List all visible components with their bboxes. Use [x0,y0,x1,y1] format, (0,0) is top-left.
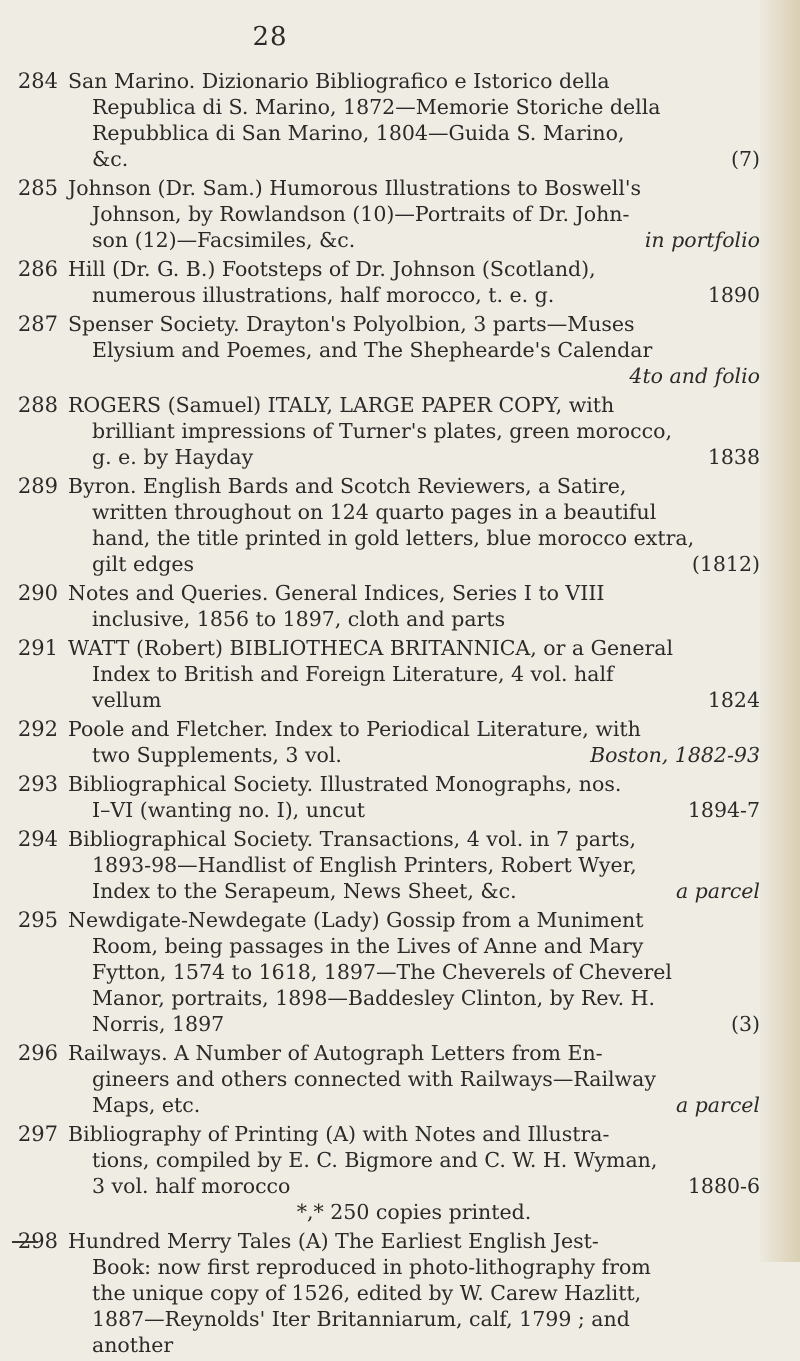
description-line [68,635,760,661]
description-line [68,201,760,227]
catalogue-entry [10,771,760,823]
line-right-text: (7) [730,147,760,171]
description-line [68,392,760,418]
lot-description [68,907,760,1037]
line-text: Bibliographical Society. Illustrated Monographs, nos. [68,772,622,796]
lot-description [68,1121,760,1225]
line-text: vellum [92,688,162,712]
line-text: Elysium and Poemes, and The Shephearde's Calendar [92,338,653,362]
description-line [68,120,760,146]
line-text: I–VI (wanting no. I), uncut [92,798,366,822]
line-right-text: 1838 [707,445,760,469]
line-text: Index to the Serapeum, News Sheet, &c. [92,879,517,903]
lot-number: 286 [17,257,58,281]
line-right-text: a parcel [675,1093,760,1117]
description-line [68,1254,760,1280]
description-line [68,907,760,933]
catalogue-entry [10,1040,760,1118]
description-line [68,1121,760,1147]
line-right-text: 1824 [707,688,760,712]
description-line [68,311,760,337]
lot-number: 295 [17,908,58,932]
line-right-text: 4to and folio [629,364,760,388]
catalogue-entry [10,311,760,389]
description-line [68,959,760,985]
lot-description [68,256,760,308]
line-text: Book: now first reproduced in photo-lithography from [92,1255,651,1279]
description-line [68,363,760,389]
description-line [68,852,760,878]
line-right-text: (1812) [691,552,760,576]
line-text: Manor, portraits, 1898—Baddesley Clinton, by Rev. H. [92,986,656,1010]
description-line [68,1173,760,1199]
description-line [68,1280,760,1306]
line-right-text: a parcel [675,879,760,903]
catalogue-entries [10,68,760,1361]
line-text: *,* 250 copies printed. [296,1200,532,1224]
line-text: Hill (Dr. G. B.) Footsteps of Dr. Johnson (Scotland), [68,257,596,281]
description-line [68,826,760,852]
lot-description [68,826,760,904]
catalogue-entry [10,256,760,308]
line-text: two Supplements, 3 vol. [92,743,342,767]
description-line [68,337,760,363]
line-text: &c. [92,147,129,171]
line-text: Spenser Society. Drayton's Polyolbion, 3 parts—Muses [68,312,635,336]
description-line [68,661,760,687]
catalogue-entry [10,1121,760,1225]
description-line [68,1011,760,1037]
lot-description [68,635,760,713]
lot-number: 284 [17,69,58,93]
lot-description [68,716,760,768]
lot-description [68,473,760,577]
lot-number: 294 [17,827,58,851]
catalogue-entry [10,716,760,768]
line-text: Hundred Merry Tales (A) The Earliest English Jest- [68,1229,599,1253]
description-line [68,771,760,797]
line-text: brilliant impressions of Turner's plates, green morocco, [92,419,672,443]
page-number: 28 [252,22,288,52]
line-text: son (12)—Facsimiles, &c. [92,228,356,252]
line-right-text: in portfolio [644,228,760,252]
line-text: Johnson (Dr. Sam.) Humorous Illustrations to Boswell's [68,176,642,200]
line-text: Repubblica di San Marino, 1804—Guida S. Marino, [92,121,625,145]
description-line [68,146,760,172]
lot-number: 297 [17,1122,58,1146]
line-text: 1893-98—Handlist of English Printers, Robert Wyer, [92,853,637,877]
line-text: tions, compiled by E. C. Bigmore and C. W. H. Wyman, [92,1148,658,1172]
description-line [68,580,760,606]
line-text: Notes and Queries. General Indices, Series I to VIII [68,581,605,605]
description-line [68,1332,760,1358]
description-line [68,256,760,282]
description-line [68,473,760,499]
line-text: inclusive, 1856 to 1897, cloth and parts [92,607,506,631]
lot-description [68,580,760,632]
page-edge-shadow [760,0,800,1262]
lot-number: 293 [17,772,58,796]
catalogue-entry [10,473,760,577]
description-line [68,227,760,253]
lot-description [68,311,760,389]
line-text: Newdigate-Newdegate (Lady) Gossip from a Muniment [68,908,644,932]
line-text: written throughout on 124 quarto pages in a beautiful [92,500,657,524]
lot-number: 296 [17,1041,58,1065]
lot-description [68,392,760,470]
line-text: Bibliographical Society. Transactions, 4 vol. in 7 parts, [68,827,637,851]
line-text: Poole and Fletcher. Index to Periodical Literature, with [68,717,641,741]
lot-description [68,1040,760,1118]
catalogue-entry [10,826,760,904]
description-line [68,606,760,632]
description-line [68,1147,760,1173]
line-text: numerous illustrations, half morocco, t. e. g. [92,283,555,307]
line-text: another [92,1333,174,1357]
line-text: Johnson, by Rowlandson (10)—Portraits of Dr. John- [92,202,630,226]
catalogue-entry [10,580,760,632]
catalogue-entry [10,635,760,713]
lot-number: 285 [17,176,58,200]
line-right-text: 1894-7 [687,798,760,822]
line-text: Index to British and Foreign Literature, 4 vol. half [92,662,614,686]
line-text: gineers and others connected with Railways—Railway [92,1067,656,1091]
description-line [68,716,760,742]
lot-description [68,771,760,823]
description-line [68,418,760,444]
line-text: Bibliography of Printing (A) with Notes and Illustra- [68,1122,610,1146]
lot-number: 292 [17,717,58,741]
catalogue-entry [10,907,760,1037]
line-text: Norris, 1897 [92,1012,225,1036]
line-right-text: (3) [730,1012,760,1036]
description-line [68,444,760,470]
description-line [68,878,760,904]
line-text: WATT (Robert) BIBLIOTHECA BRITANNICA, or a General [68,636,674,660]
lot-description [68,175,760,253]
description-line [68,551,760,577]
lot-number: 291 [17,636,58,660]
line-text: Byron. English Bards and Scotch Reviewers, a Satire, [68,474,627,498]
description-line [68,1306,760,1332]
catalogue-entry [10,175,760,253]
lot-number: 288 [17,393,58,417]
line-text: ROGERS (Samuel) ITALY, LARGE PAPER COPY, with [68,393,615,417]
line-text: Maps, etc. [92,1093,201,1117]
description-line [68,1199,760,1225]
description-line [68,1066,760,1092]
description-line [68,282,760,308]
description-line [68,499,760,525]
catalogue-entry [10,1228,760,1358]
description-line [68,742,760,768]
line-right-text: 1880-6 [687,1174,760,1198]
line-text: San Marino. Dizionario Bibliografico e Istorico della [68,69,610,93]
line-text: Room, being passages in the Lives of Anne and Mary [92,934,644,958]
catalogue-entry [10,392,760,470]
lot-number: 287 [17,312,58,336]
description-line [68,797,760,823]
lot-description [68,68,760,172]
lot-number: 298 [17,1229,58,1253]
line-text: Fytton, 1574 to 1618, 1897—The Cheverels of Cheverel [92,960,672,984]
description-line [68,68,760,94]
lot-number: 289 [17,474,58,498]
line-text: Railways. A Number of Autograph Letters from En- [68,1041,603,1065]
description-line [68,94,760,120]
line-text: gilt edges [92,552,195,576]
description-line [68,1092,760,1118]
description-line [68,687,760,713]
line-right-text: 1890 [707,283,760,307]
line-right-text: Boston, 1882-93 [590,743,760,767]
description-line [68,175,760,201]
line-text: g. e. by Hayday [92,445,254,469]
margin-dash-mark [12,1241,38,1243]
description-line [68,985,760,1011]
lot-description [68,1228,760,1358]
line-text: Republica di S. Marino, 1872—Memorie Storiche della [92,95,661,119]
description-line [68,1228,760,1254]
lot-number: 290 [17,581,58,605]
line-text: 1887—Reynolds' Iter Britanniarum, calf, 1799 ; and [92,1307,630,1331]
catalogue-entry [10,68,760,172]
line-text: the unique copy of 1526, edited by W. Carew Hazlitt, [92,1281,642,1305]
line-text: hand, the title printed in gold letters, blue morocco extra, [92,526,695,550]
description-line [68,1040,760,1066]
line-text: 3 vol. half morocco [92,1174,291,1198]
description-line [68,525,760,551]
description-line [68,933,760,959]
